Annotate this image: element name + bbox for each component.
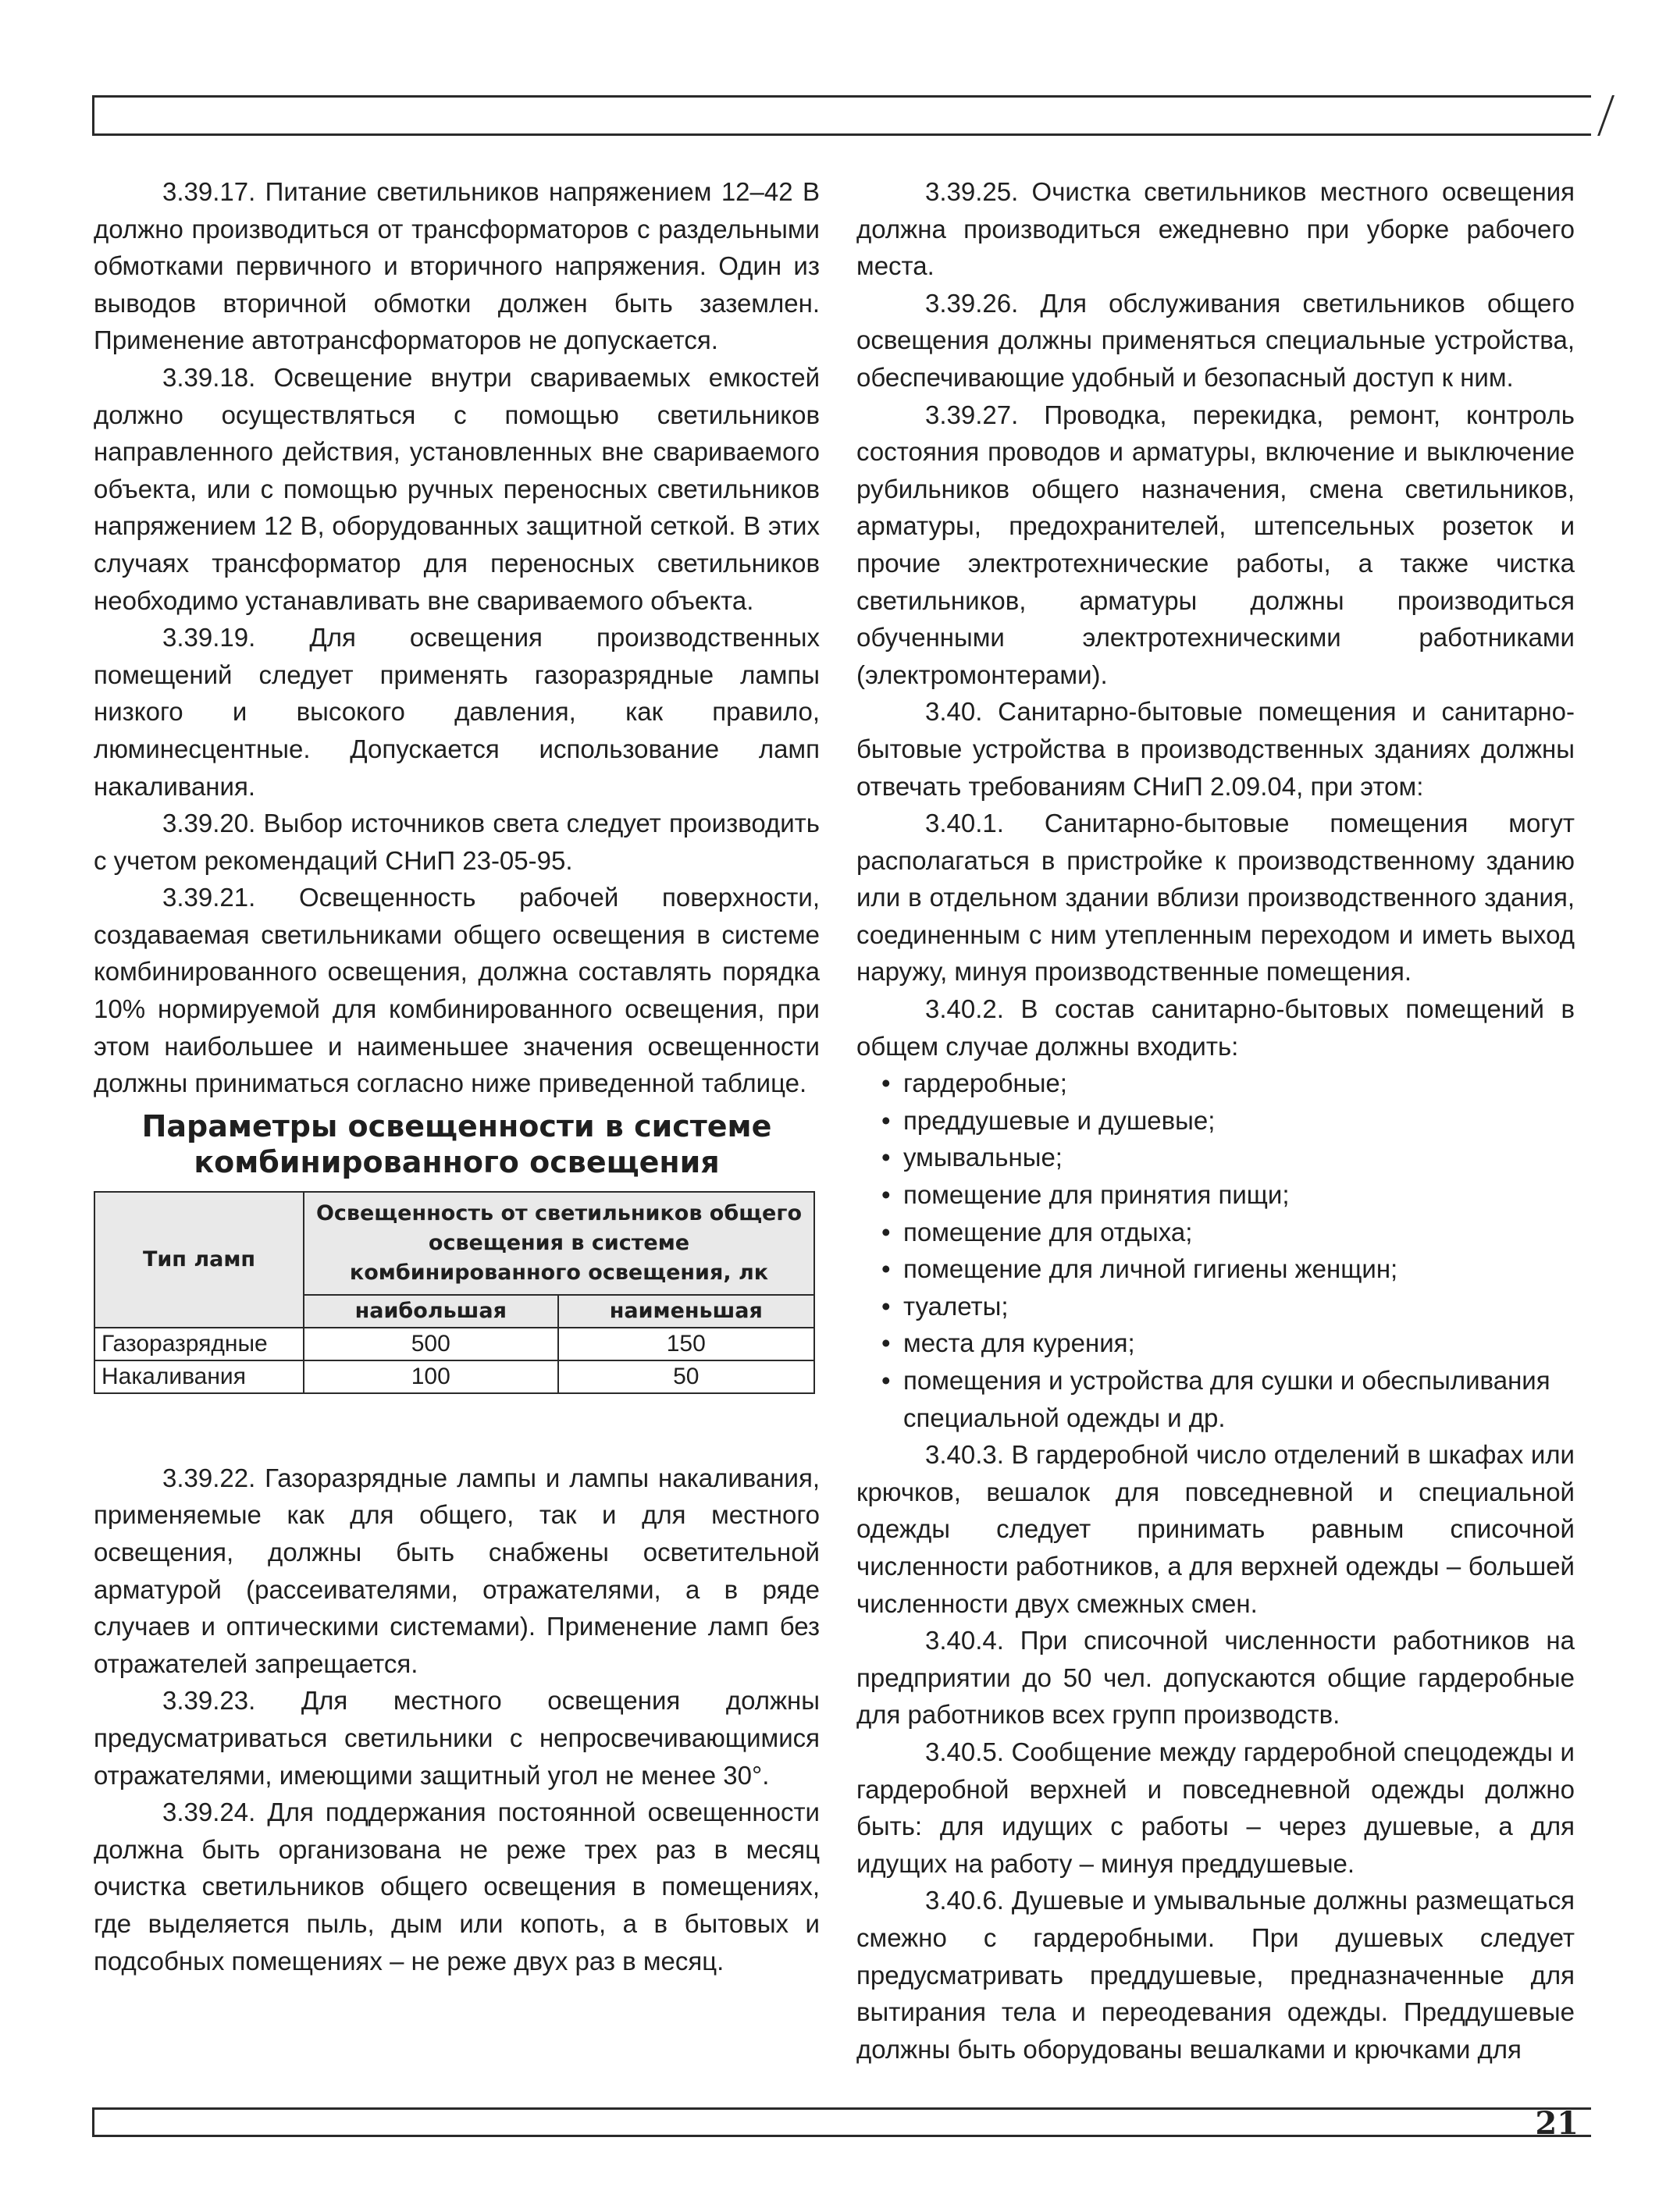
- header-frame: [92, 95, 1591, 136]
- page-number: 21: [1535, 2105, 1579, 2142]
- paragraph-3-39-23: 3.39.23. Для местного освещения должны предусматриваться светильники с непросвечивающимися отражателями, имеющими защитный угол не менее 30°.: [94, 1686, 820, 1790]
- list-item: • помещение для отдыха;: [881, 1214, 1575, 1251]
- cell-min: 50: [558, 1360, 814, 1393]
- paragraph-3-40-4: 3.40.4. При списочной численности работников на предприятии до 50 чел. допускаются общие гардеробные для работников всех групп производств.: [856, 1626, 1575, 1730]
- table-title-line-1: Параметры освещенности в системе: [141, 1108, 772, 1143]
- cell-max: 100: [304, 1360, 558, 1393]
- paragraph-3-39-21: 3.39.21. Освещенность рабочей поверхности, создаваемая светильниками общего освещения в системе комбинированного освещения, должна составлять порядка 10% нормируемой для комбинированного освещения, при этом наибольшее и наименьшее значения освещенности должны приниматься согласно ниже приведенной таблице.: [94, 883, 820, 1098]
- cell-min: 150: [558, 1328, 814, 1360]
- table-row: [94, 1360, 814, 1393]
- footer-frame: [92, 2105, 1591, 2142]
- paragraph-3-39-27: 3.39.27. Проводка, перекидка, ремонт, контроль состояния проводов и арматуры, включение и выключение рубильников общего назначения, смена светильников, арматуры, предохранителей, штепсельных розеток и прочие электротехнические работы, а также чистка светильников, арматуры должны производиться обученными электротехническими работниками (электромонтерами).: [856, 400, 1575, 689]
- cell-type: Накаливания: [94, 1360, 304, 1393]
- paragraph-3-39-24: 3.39.24. Для поддержания постоянной освещенности должна быть организована не реже трех раз в месяц очистка светильников общего освещения в помещениях, где выделяется пыль, дым или копоть, а в бытовых и подсобных помещениях – не реже двух раз в месяц.: [94, 1798, 820, 1976]
- header-lamp-type: Тип ламп: [94, 1192, 304, 1328]
- list-item: • умывальные;: [881, 1139, 1575, 1176]
- paragraph-3-39-22: 3.39.22. Газоразрядные лампы и лампы накаливания, применяемые как для общего, так и для местного освещения, должны быть снабжены осветительной арматурой (рассеивателями, отражателями, а в ряде случаев и оптическими системами). Применение ламп без отражателей запрещается.: [94, 1463, 820, 1678]
- paragraph-3-39-26: 3.39.26. Для обслуживания светильников общего освещения должны применяться специальные устройства, обеспечивающие удобный и безопасный доступ к ним.: [856, 288, 1575, 392]
- illumination-table: [94, 1191, 815, 1394]
- paragraph-3-40: 3.40. Санитарно-бытовые помещения и санитарно-бытовые устройства в производственных зданиях должны отвечать требованиям СНиП 2.09.04, при этом:: [856, 697, 1575, 801]
- list-item: • туалеты;: [881, 1288, 1575, 1325]
- list-item: • преддушевые и душевые;: [881, 1102, 1575, 1140]
- table-title: [94, 1108, 820, 1180]
- list-item: • места для курения;: [881, 1325, 1575, 1362]
- paragraph-3-39-25: 3.39.25. Очистка светильников местного освещения должна производиться ежедневно при уборке рабочего места.: [856, 177, 1575, 281]
- paragraph-3-40-1: 3.40.1. Санитарно-бытовые помещения могут располагаться в пристройке к производственному зданию или в отдельном здании вблизи производственного здания, соединенным с ним утепленным переходом и иметь выход наружу, минуя производственные помещения.: [856, 809, 1575, 987]
- paragraph-3-40-6: 3.40.6. Душевые и умывальные должны размещаться смежно с гардеробными. При душевых следует предусматривать преддушевые, предназначенные для вытирания тела и переодевания одежды. Преддушевые должны быть оборудованы вешалками и крючками для: [856, 1886, 1575, 2064]
- cell-max: 500: [304, 1328, 558, 1360]
- list-item: • помещения и устройства для сушки и обеспыливания специальной одежды и др.: [881, 1362, 1575, 1436]
- table-row: [94, 1328, 814, 1360]
- header-max: наибольшая: [304, 1295, 558, 1328]
- paragraph-3-39-17: 3.39.17. Питание светильников напряжением 12–42 В должно производиться от трансформаторов с раздельными обмотками первичного и вторичного напряжения. Один из выводов вторичной обмотки должен быть заземлен. Применение автотрансформаторов не допускается.: [94, 177, 820, 355]
- paragraph-3-39-19: 3.39.19. Для освещения производственных помещений следует применять газоразрядные лампы низкого и высокого давления, как правило, люминесцентные. Допускается использование ламп накаливания.: [94, 623, 820, 801]
- right-column: [856, 173, 1575, 2068]
- facilities-list: [856, 1065, 1575, 1436]
- paragraph-3-39-18: 3.39.18. Освещение внутри свариваемых емкостей должно осуществляться с помощью светильников направленного действия, установленных вне свариваемого объекта, или с помощью ручных переносных светильников напряжением 12 В, оборудованных защитной сеткой. В этих случаях трансформатор для переносных светильников необходимо устанавливать вне свариваемого объекта.: [94, 362, 820, 615]
- list-item: • помещение для личной гигиены женщин;: [881, 1250, 1575, 1288]
- cell-type: Газоразрядные: [94, 1328, 304, 1360]
- paragraph-3-40-2: 3.40.2. В состав санитарно-бытовых помещений в общем случае должны входить:: [856, 994, 1575, 1061]
- table-title-line-2: комбинированного освещения: [194, 1144, 720, 1179]
- table-header-row: [94, 1192, 814, 1295]
- paragraph-3-40-3: 3.40.3. В гардеробной число отделений в шкафах или крючков, вешалок для повседневной и специальной одежды следует принимать равным списочной численности работников, а для верхней одежды – большей численности двух смежных смен.: [856, 1440, 1575, 1618]
- paragraph-3-39-20: 3.39.20. Выбор источников света следует производить с учетом рекомендаций СНиП 23-05-95.: [94, 809, 820, 875]
- left-column: [94, 173, 820, 1979]
- list-item: • помещение для принятия пищи;: [881, 1176, 1575, 1214]
- paragraph-3-40-5: 3.40.5. Сообщение между гардеробной спецодежды и гардеробной верхней и повседневной одежды должно быть: для идущих с работы – через душевые, а для идущих на работу – минуя преддушевые.: [856, 1737, 1575, 1878]
- list-item: • гардеробные;: [881, 1065, 1575, 1102]
- header-min: наименьшая: [558, 1295, 814, 1328]
- header-illumination-group: Освещенность от светильников общего освещения в системе комбинированного освещения, лк: [304, 1192, 814, 1295]
